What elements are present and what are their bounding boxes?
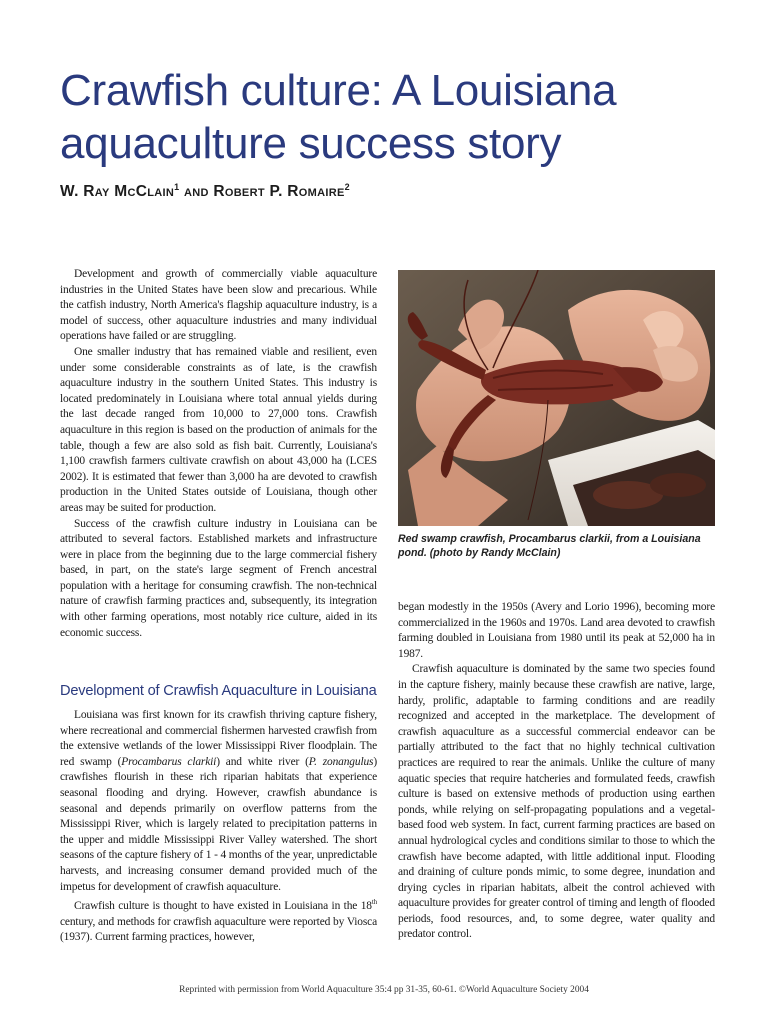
section-p2-text-a: Crawfish culture is thought to have existed in Louisiana in the 18	[74, 899, 372, 912]
intro-paragraph-3: Success of the crawfish culture industry in Louisiana can be attributed to several factors. Established markets and infrastructure were in place from the beginning due to the large commercial fishery based, in part, on the state's large segment of French ancestral population with a heritage for consuming crawfish. The non-technical nature of crawfish farming practices and, subsequently, its integration with other farming operations, most notably rice culture, aided in its economic success.	[60, 517, 377, 639]
column-1-section-body	[60, 708, 377, 946]
author-2: Robert P. Romaire	[213, 183, 345, 201]
column-2-body	[398, 600, 715, 943]
section-p1-text-b: ) and white river (	[216, 755, 309, 768]
crawfish-photo-illustration	[398, 270, 715, 526]
section-p2-text-b: century, and methods for crawfish aquaculture were reported by Viosca (1937). Current farming practices, however,	[60, 915, 377, 944]
crawfish-photo	[398, 270, 715, 526]
species-name-red-swamp: Procambarus clarkii	[121, 755, 217, 768]
column-2-paragraph-1: began modestly in the 1950s (Avery and Lorio 1996), becoming more commercialized in the 1960s and 1970s. Land area devoted to crawfish farming doubled in Louisiana from 1980 until its peak at 52,000 ha in 1987.	[398, 601, 715, 660]
century-superscript: th	[371, 898, 377, 907]
column-1-intro	[60, 267, 377, 641]
author-2-affiliation: 2	[344, 182, 350, 192]
figure-caption: Red swamp crawfish, Procambarus clarkii, from a Louisiana pond. (photo by Randy McClain)	[398, 533, 701, 559]
article-title: Crawfish culture: A Louisiana aquaculture success story	[60, 66, 617, 168]
section-p1-text-a: Louisiana was first known for its crawfish thriving capture fishery, where recreational and commercial fishermen harvested crawfish from the extensive wetlands of the lower Mississippi River floodplain. The red swamp (	[60, 709, 377, 768]
author-1-affiliation: 1	[174, 182, 180, 192]
species-name-white-river: P. zonangulus	[308, 755, 374, 768]
section-paragraph-2	[60, 895, 377, 946]
author-1: W. Ray McClain	[60, 183, 175, 201]
section-p1-text-c: ) crawfishes flourish in these rich riparian habitats that experience seasonal flooding and drying. However, crawfish abundance is seasonal and depends primarily on overflow patterns from the Mississippi River, which is largely related to precipitation patterns in the upper and middle Mississippi River Valley watershed. The short seasons of the capture fishery of 1 - 4 months of the year, unpredictable harvests, and increasing consumer demand provided much of the impetus for development of crawfish aquaculture.	[60, 755, 378, 893]
author-line	[60, 182, 350, 201]
column-2-paragraph-2: Crawfish aquaculture is dominated by the same two species found in the capture fishery, mainly because these crawfish are native, large, hardy, prolific, adaptable to farming conditions and are readily recognized and accepted in the marketplace. The development of crawfish aquaculture as a successful commercial endeavor can be partially attributed to the fact that no highly technical cultivation practices are required to rear the animals. Unlike the culture of many aquatic species that require hatcheries and formulated feeds, crawfish culture is based on extensive methods of production using earthen ponds, while relying on self-propagating populations and a vegetal-based food web system. In fact, current farming practices are based on annual hydrological cycles and conditions similar to those to which the crawfish have become adapted, with little additional input. Flooding and draining of culture ponds mimic, to some degree, inundation and drying cycles in riparian habitats, albeit the control achieved with aquaculture provides for greater control of timing and length of flooded periods, food resources, and, to some degree, water quality and predator control.	[398, 663, 715, 941]
reprint-footer: Reprinted with permission from World Aquaculture 35:4 pp 31-35, 60-61. ©World Aquaculture Society 2004	[179, 985, 589, 995]
intro-paragraph-2: One smaller industry that has remained viable and resilient, even under some considerable constraints as of late, is the crawfish aquaculture industry in the southern United States. This industry is located predominately in Louisiana where total annual yields during the last decade ranged from 10,000 to 27,000 tons. Crawfish aquaculture in this region is based on the production of animals for the table, though a few are also sold as fish bait. Currently, Louisiana's 1,100 crawfish farmers cultivate crawfish on about 43,000 ha (LCES 2002). It is estimated that fewer than 3,000 ha are devoted to crawfish production in the United States outside of Louisiana, though other areas may be suited for production.	[60, 345, 377, 514]
author-conjunction: and	[179, 183, 214, 201]
section-paragraph-1	[60, 708, 377, 895]
section-heading: Development of Crawfish Aquaculture in Louisiana	[60, 683, 377, 699]
intro-paragraph-1: Development and growth of commercially viable aquaculture industries in the United States have been slow and precarious. While the catfish industry, North America's flagship aquaculture industry, is a model of success, other aquaculture industries and many individual operations have failed or are struggling.	[60, 268, 377, 343]
